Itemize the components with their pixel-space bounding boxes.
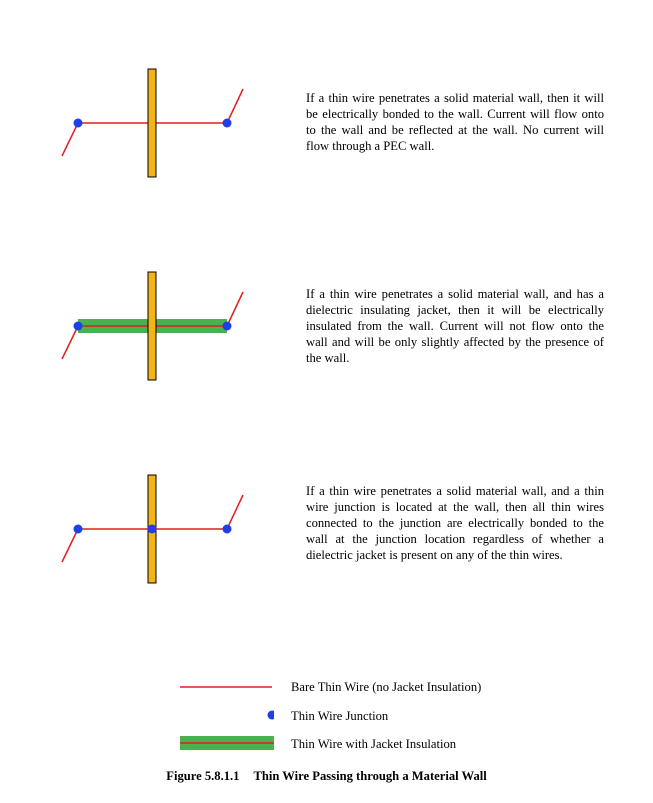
figure-caption: [0, 767, 653, 785]
wire-segment-left-lead: [62, 123, 78, 156]
junction-point-right: [223, 525, 232, 534]
panel-1-description: If a thin wire penetrates a solid material wall, then it will be electrically bonded to the wall. Current will flow onto to the wall and be reflected at the wall. No current will flow through a PEC wall.: [306, 91, 604, 153]
junction-point-left: [74, 119, 83, 128]
junction-point-left: [74, 525, 83, 534]
material-wall: [148, 69, 156, 177]
figure-title: Thin Wire Passing through a Material Wall: [253, 769, 487, 783]
legend-junction-swatch: [178, 706, 274, 726]
legend-jacketed-wire-label: Thin Wire with Jacket Insulation: [291, 737, 457, 751]
material-wall: [148, 272, 156, 380]
wire-segment-right-lead: [227, 89, 243, 123]
panel-3-description: If a thin wire penetrates a solid material wall, and a thin wire junction is located at the wall, then all thin wires connected to the junction are electrically bonded to the wall at the junction location regardless of whether a dielectric jacket is present on any of the thin wires.: [306, 484, 604, 562]
figure-number: Figure 5.8.1.1: [166, 769, 240, 783]
wire-segment-left-lead: [62, 326, 78, 359]
legend-bare-wire-swatch: [178, 677, 274, 697]
legend-jacketed-wire-swatch: [178, 734, 274, 754]
diagram-jacketed-wire: [0, 265, 300, 395]
wire-segment-right-lead: [227, 292, 243, 326]
junction-point-right: [223, 119, 232, 128]
wire-segment-left-lead: [62, 529, 78, 562]
junction-point-left: [74, 322, 83, 331]
diagram-bare-wire: [0, 62, 300, 192]
legend-bare-wire-label: Bare Thin Wire (no Jacket Insulation): [291, 680, 482, 694]
junction-point-right: [223, 322, 232, 331]
panel-2-description: If a thin wire penetrates a solid material wall, and has a dielectric insulating jacket, then it will be electrically insulated from the wall. Current will not flow onto the wall and will be only slightly affected by the presence of the wall.: [306, 287, 604, 365]
wire-segment-right-lead: [227, 495, 243, 529]
diagram-junction-at-wall: [0, 468, 300, 598]
legend-junction-label: Thin Wire Junction: [291, 709, 389, 723]
junction-point-wall: [148, 525, 157, 534]
